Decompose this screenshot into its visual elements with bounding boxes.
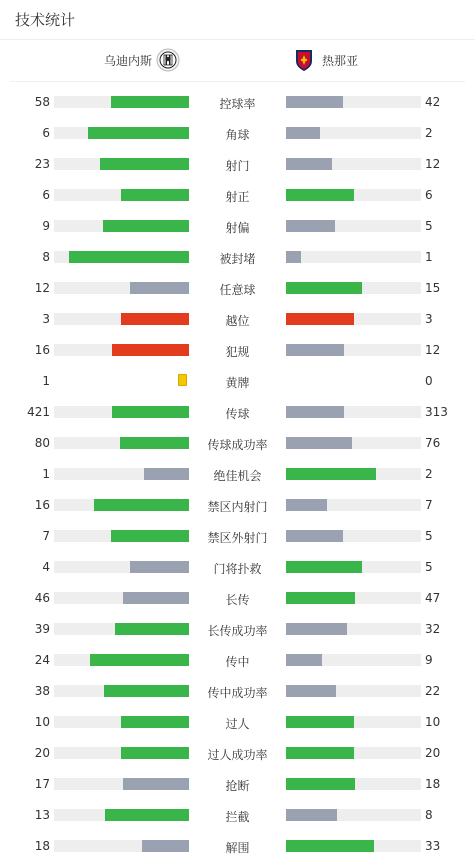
home-bar-track	[54, 406, 189, 418]
stat-label: 射偏	[225, 221, 250, 235]
away-bar	[286, 499, 327, 511]
home-value: 12	[34, 281, 50, 295]
home-value: 4	[42, 560, 50, 574]
away-bar-track	[286, 809, 421, 821]
away-bar	[286, 127, 320, 139]
away-bar	[286, 685, 336, 697]
away-value: 18	[425, 777, 441, 791]
home-bar	[103, 220, 189, 232]
home-bar-track	[54, 778, 189, 790]
away-bar-track	[286, 251, 421, 263]
away-value: 8	[425, 808, 433, 822]
stat-row	[0, 583, 475, 614]
stat-row	[0, 304, 475, 335]
home-bar-track	[54, 809, 189, 821]
home-bar-track	[54, 251, 189, 263]
home-bar-track	[54, 96, 189, 108]
away-value: 5	[425, 529, 433, 543]
home-value: 16	[34, 498, 50, 512]
page-title: 技术统计	[0, 0, 475, 40]
away-bar	[286, 189, 354, 201]
stat-row	[0, 87, 475, 118]
stat-label: 传中成功率	[207, 686, 268, 700]
stat-label: 过人	[225, 717, 250, 731]
stat-label: 解围	[225, 841, 250, 855]
home-bar	[123, 592, 189, 604]
stat-label: 传中	[225, 655, 250, 669]
home-value: 24	[34, 653, 50, 667]
away-bar	[286, 623, 347, 635]
home-value: 10	[34, 715, 50, 729]
home-value: 17	[34, 777, 50, 791]
home-bar	[121, 747, 189, 759]
away-bar	[286, 437, 352, 449]
stat-label: 长传成功率	[207, 624, 268, 638]
away-value: 15	[425, 281, 441, 295]
stat-row	[0, 645, 475, 676]
home-bar-track	[54, 499, 189, 511]
away-bar-track	[286, 747, 421, 759]
stat-row	[0, 242, 475, 273]
stat-label: 被封堵	[219, 252, 256, 266]
away-value: 6	[425, 188, 433, 202]
stat-label: 传球成功率	[207, 438, 268, 452]
away-bar	[286, 220, 335, 232]
home-bar	[105, 809, 189, 821]
home-value: 421	[27, 405, 50, 419]
away-bar-track	[286, 778, 421, 790]
home-bar	[94, 499, 189, 511]
stat-label: 射正	[225, 190, 250, 204]
away-bar	[286, 468, 376, 480]
away-value: 10	[425, 715, 441, 729]
away-value: 1	[425, 250, 433, 264]
home-bar	[100, 158, 189, 170]
away-bar-track	[286, 344, 421, 356]
stat-row	[0, 180, 475, 211]
away-bar	[286, 840, 374, 852]
home-team-name: 乌迪内斯	[103, 53, 152, 68]
stat-label: 任意球	[219, 283, 256, 297]
stat-label: 射门	[225, 159, 250, 173]
home-bar	[121, 313, 189, 325]
home-bar	[120, 437, 189, 449]
away-value: 5	[425, 560, 433, 574]
home-bar-track	[54, 313, 189, 325]
away-value: 33	[425, 839, 441, 853]
udinese-logo-icon	[156, 48, 180, 72]
stat-row	[0, 459, 475, 490]
stat-label: 禁区内射门	[207, 500, 268, 514]
away-bar-track	[286, 189, 421, 201]
away-bar	[286, 654, 322, 666]
away-team-name: 热那亚	[322, 53, 359, 68]
away-value: 0	[425, 374, 433, 388]
stat-row	[0, 707, 475, 738]
away-bar-track	[286, 499, 421, 511]
away-bar	[286, 747, 354, 759]
away-bar-track	[286, 406, 421, 418]
away-bar	[286, 592, 355, 604]
home-bar	[112, 406, 189, 418]
home-bar-track	[54, 344, 189, 356]
away-bar	[286, 344, 344, 356]
away-value: 42	[425, 95, 441, 109]
home-bar	[69, 251, 189, 263]
stat-row	[0, 800, 475, 831]
home-bar	[112, 344, 189, 356]
away-bar-track	[286, 561, 421, 573]
home-value: 80	[34, 436, 50, 450]
away-value: 313	[425, 405, 448, 419]
home-bar-track	[54, 716, 189, 728]
away-bar	[286, 561, 362, 573]
away-value: 7	[425, 498, 433, 512]
stat-label: 越位	[225, 314, 250, 328]
away-value: 32	[425, 622, 441, 636]
stat-row	[0, 490, 475, 521]
stat-label: 黄牌	[225, 376, 250, 390]
away-value: 3	[425, 312, 433, 326]
home-bar	[88, 127, 189, 139]
away-value: 2	[425, 126, 433, 140]
stat-row	[0, 769, 475, 800]
away-value: 22	[425, 684, 441, 698]
away-value: 12	[425, 343, 441, 357]
home-bar	[121, 716, 189, 728]
home-bar	[130, 561, 189, 573]
home-value: 13	[34, 808, 50, 822]
home-bar	[130, 282, 189, 294]
stat-row	[0, 366, 475, 397]
home-value: 9	[42, 219, 50, 233]
home-bar	[144, 468, 189, 480]
home-value: 46	[34, 591, 50, 605]
home-value: 38	[34, 684, 50, 698]
home-bar-track	[54, 282, 189, 294]
away-bar	[286, 282, 362, 294]
away-bar-track	[286, 220, 421, 232]
home-bar	[111, 96, 189, 108]
home-bar	[142, 840, 189, 852]
away-bar	[286, 716, 354, 728]
home-value: 39	[34, 622, 50, 636]
away-value: 2	[425, 467, 433, 481]
stat-label: 拦截	[225, 810, 250, 824]
stat-row	[0, 273, 475, 304]
home-bar-track	[54, 592, 189, 604]
away-bar-track	[286, 623, 421, 635]
home-value: 18	[34, 839, 50, 853]
home-bar-track	[54, 220, 189, 232]
home-value: 8	[42, 250, 50, 264]
home-value: 23	[34, 157, 50, 171]
home-value: 20	[34, 746, 50, 760]
stat-label: 控球率	[219, 97, 256, 111]
home-bar-track	[54, 561, 189, 573]
home-bar-track	[54, 437, 189, 449]
away-bar-track	[286, 437, 421, 449]
home-bar-track	[54, 127, 189, 139]
stat-row	[0, 676, 475, 707]
stat-row	[0, 211, 475, 242]
stat-row	[0, 428, 475, 459]
stat-row	[0, 335, 475, 366]
home-value: 6	[42, 188, 50, 202]
home-value: 3	[42, 312, 50, 326]
away-bar-track	[286, 654, 421, 666]
away-bar-track	[286, 127, 421, 139]
stat-row	[0, 614, 475, 645]
home-bar-track	[54, 158, 189, 170]
home-bar-track	[54, 468, 189, 480]
stat-label: 犯规	[225, 345, 250, 359]
stat-label: 禁区外射门	[207, 531, 268, 545]
home-bar-track	[54, 654, 189, 666]
home-team[interactable]	[104, 47, 180, 73]
home-value: 58	[34, 95, 50, 109]
away-bar-track	[286, 158, 421, 170]
stat-label: 过人成功率	[207, 748, 268, 762]
stat-row	[0, 521, 475, 552]
home-bar-track	[54, 189, 189, 201]
away-bar	[286, 96, 343, 108]
home-value: 1	[42, 374, 50, 388]
home-bar	[121, 189, 189, 201]
away-value: 76	[425, 436, 441, 450]
away-bar	[286, 809, 337, 821]
stat-row	[0, 552, 475, 583]
home-bar-track	[54, 623, 189, 635]
away-bar	[286, 313, 354, 325]
stat-label: 长传	[225, 593, 250, 607]
stat-label: 传球	[225, 407, 250, 421]
home-bar	[123, 778, 189, 790]
home-value: 6	[42, 126, 50, 140]
stat-label: 门将扑救	[213, 562, 262, 576]
away-bar-track	[286, 592, 421, 604]
away-bar	[286, 778, 355, 790]
home-value: 1	[42, 467, 50, 481]
home-bar	[115, 623, 189, 635]
away-value: 47	[425, 591, 441, 605]
away-bar-track	[286, 840, 421, 852]
away-value: 20	[425, 746, 441, 760]
away-bar-track	[286, 685, 421, 697]
away-bar	[286, 158, 332, 170]
away-bar-track	[286, 468, 421, 480]
away-bar	[286, 530, 343, 542]
home-bar-track	[54, 530, 189, 542]
home-bar-track	[54, 685, 189, 697]
away-bar-track	[286, 313, 421, 325]
stat-label: 抢断	[225, 779, 250, 793]
stat-row	[0, 738, 475, 769]
home-value: 7	[42, 529, 50, 543]
stat-row	[0, 149, 475, 180]
home-bar-track	[54, 747, 189, 759]
away-bar-track	[286, 530, 421, 542]
away-team[interactable]	[292, 47, 358, 73]
away-bar-track	[286, 96, 421, 108]
stat-row	[0, 831, 475, 862]
away-bar	[286, 251, 301, 263]
away-value: 5	[425, 219, 433, 233]
away-value: 12	[425, 157, 441, 171]
stat-row	[0, 118, 475, 149]
stat-row	[0, 397, 475, 428]
teams-header	[10, 40, 465, 82]
away-bar-track	[286, 282, 421, 294]
home-bar	[111, 530, 189, 542]
home-bar	[104, 685, 189, 697]
stat-label: 绝佳机会	[213, 469, 262, 483]
home-bar	[90, 654, 189, 666]
genoa-logo-icon	[292, 48, 316, 72]
away-bar	[286, 406, 344, 418]
away-value: 9	[425, 653, 433, 667]
home-bar-track	[54, 840, 189, 852]
yellow-card-icon	[178, 374, 187, 386]
home-value: 16	[34, 343, 50, 357]
stat-label: 角球	[225, 128, 250, 142]
away-bar-track	[286, 716, 421, 728]
